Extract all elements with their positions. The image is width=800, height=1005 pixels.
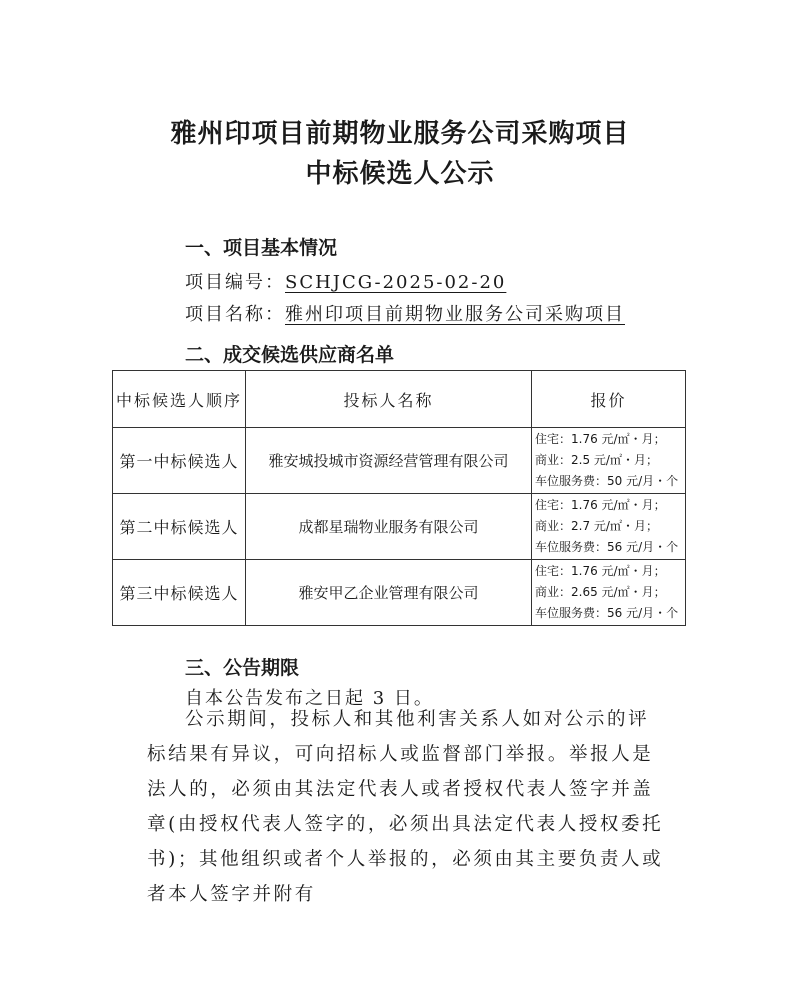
price-cell	[532, 560, 686, 626]
rank-cell: 第二中标候选人	[113, 494, 246, 560]
price-residential: 住宅：1.76 元/㎡・月；	[535, 432, 666, 446]
project-code-label: 项目编号：	[185, 272, 285, 293]
project-name	[185, 300, 625, 326]
price-cell	[532, 428, 686, 494]
document-title-line1: 雅州印项目前期物业服务公司采购项目	[170, 119, 630, 149]
rank-cell: 第三中标候选人	[113, 560, 246, 626]
header-bidder: 投标人名称	[246, 371, 532, 428]
price-parking: 车位服务费：56 元/月・个	[535, 540, 679, 554]
price-residential: 住宅：1.76 元/㎡・月；	[535, 564, 666, 578]
objection-paragraph: 公示期间，投标人和其他利害关系人如对公示的评标结果有异议，可向招标人或监督部门举报。举报人是法人的，必须由其法定代表人或者授权代表人签字并盖章(由授权代表人签字的，必须出具法定代表人授权委托书)；其他组织或者个人举报的，必须由其主要负责人或者本人签字并附有	[147, 709, 664, 905]
bidder-cell: 成都星瑞物业服务有限公司	[246, 494, 532, 560]
price-residential: 住宅：1.76 元/㎡・月；	[535, 498, 666, 512]
section3-heading: 三、公告期限	[185, 657, 300, 679]
project-name-value: 雅州印项目前期物业服务公司采购项目	[285, 304, 625, 325]
table-header-row	[113, 371, 686, 428]
price-parking: 车位服务费：50 元/月・个	[535, 474, 679, 488]
price-cell	[532, 494, 686, 560]
document-title-line2: 中标候选人公示	[305, 159, 495, 189]
bidder-cell: 雅安城投城市资源经营管理有限公司	[246, 428, 532, 494]
notice-period: 自本公告发布之日起 3 日。	[185, 688, 434, 709]
section1-heading: 一、项目基本情况	[185, 237, 338, 259]
bidder-cell: 雅安甲乙企业管理有限公司	[246, 560, 532, 626]
table-row	[113, 494, 686, 560]
table-row	[113, 428, 686, 494]
project-name-label: 项目名称：	[185, 304, 285, 325]
price-commercial: 商业：2.65 元/㎡・月；	[535, 585, 666, 599]
table-row	[113, 560, 686, 626]
project-code-value: SCHJCG-2025-02-20	[285, 272, 507, 293]
rank-cell: 第一中标候选人	[113, 428, 246, 494]
project-code	[185, 268, 506, 294]
section2-heading: 二、成交候选供应商名单	[185, 344, 395, 366]
price-parking: 车位服务费：56 元/月・个	[535, 606, 679, 620]
price-commercial: 商业：2.7 元/㎡・月；	[535, 519, 658, 533]
header-price: 报价	[532, 371, 686, 428]
candidates-table	[112, 370, 686, 626]
price-commercial: 商业：2.5 元/㎡・月；	[535, 453, 658, 467]
header-rank: 中标候选人顺序	[113, 371, 246, 428]
